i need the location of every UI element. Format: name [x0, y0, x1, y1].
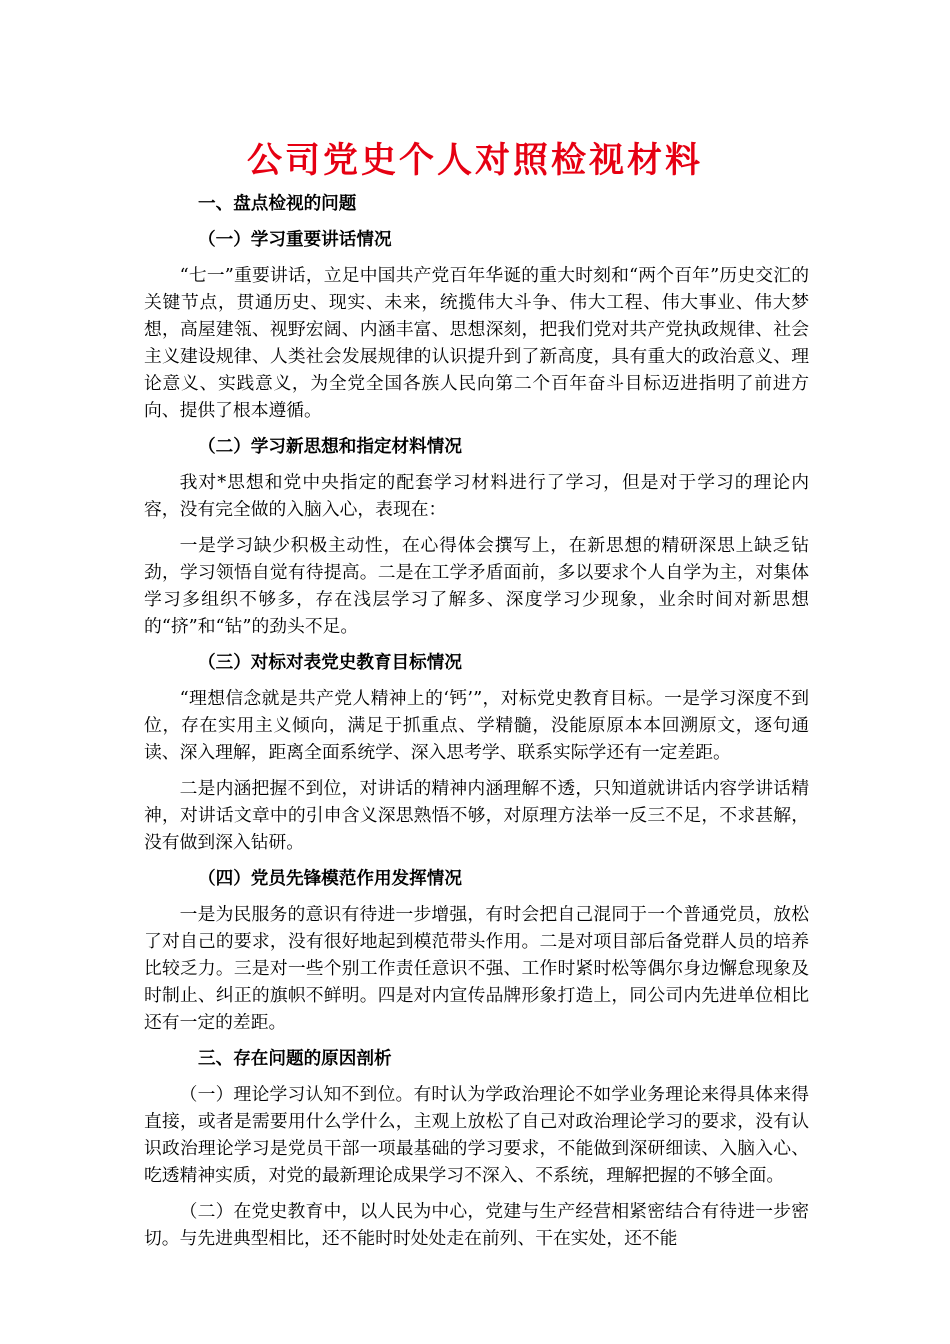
body-paragraph: （二）在党史教育中，以人民为中心，党建与生产经营相紧密结合有待进一步密切。与先进典型相比，还不能时时处处走在前列、干在实处，还不能: [144, 1201, 809, 1249]
body-paragraph: 一是为民服务的意识有待进一步增强，有时会把自己混同于一个普通党员，放松了对自己的要求，没有很好地起到模范带头作用。二是对项目部后备党群人员的培养比较乏力。三是对一些个别工作责任意识不强、工作时紧时松等偶尔身边懈怠现象及时制止、纠正的旗帜不鲜明。四是对内宣传品牌形象打造上，同公司内先进单位相比还有一定的差距。: [144, 904, 809, 1033]
body-paragraph: 二是内涵把握不到位，对讲话的精神内涵理解不透，只知道就讲话内容学讲话精神，对讲话文章中的引申含义深思熟悟不够，对原理方法举一反三不足，不求甚解，没有做到深入钻研。: [144, 778, 809, 853]
subsection-heading: （三）对标对表党史教育目标情况: [198, 652, 462, 673]
body-paragraph: “七一”重要讲话，立足中国共产党百年华诞的重大时刻和“两个百年”历史交汇的关键节点，贯通历史、现实、未来，统揽伟大斗争、伟大工程、伟大事业、伟大梦想，高屋建瓴、视野宏阔、内涵丰富、思想深刻，把我们党对共产党执政规律、社会主义建设规律、人类社会发展规律的认识提升到了新高度，具有重大的政治意义、理论意义、实践意义，为全党全国各族人民向第二个百年奋斗目标迈进指明了前进方向、提供了根本遵循。: [144, 265, 809, 421]
document-body: [144, 190, 809, 1261]
body-paragraph: 我对*思想和党中央指定的配套学习材料进行了学习，但是对于学习的理论内容，没有完全做的入脑入心，表现在：: [144, 472, 809, 520]
section-heading: 三、存在问题的原因剖析: [198, 1048, 392, 1069]
document-title: 公司党史个人对照检视材料: [246, 140, 703, 181]
body-paragraph: “理想信念就是共产党人精神上的‘钙’”，对标党史教育目标。一是学习深度不到位，存在实用主义倾向，满足于抓重点、学精髓，没能原原本本回溯原文，逐句通读、深入理解，距离全面系统学、深入思考学、联系实际学还有一定差距。: [144, 688, 809, 763]
body-paragraph: （一）理论学习认知不到位。有时认为学政治理论不如学业务理论来得具体来得直接，或者是需要用什么学什么，主观上放松了自己对政治理论学习的要求，没有认识政治理论学习是党员干部一项最基础的学习要求，不能做到深研细读、入脑入心、吃透精神实质，对党的最新理论成果学习不深入、不系统，理解把握的不够全面。: [144, 1084, 809, 1186]
body-paragraph: 一是学习缺少积极主动性，在心得体会撰写上，在新思想的精研深思上缺乏钻劲，学习领悟自觉有待提高。二是在工学矛盾面前，多以要求个人自学为主，对集体学习多组织不够多，存在浅层学习了解多、深度学习少现象，业余时间对新思想的“挤”和“钻”的劲头不足。: [144, 535, 809, 637]
section-heading: 一、盘点检视的问题: [198, 193, 357, 214]
subsection-heading: （一）学习重要讲话情况: [198, 229, 392, 250]
subsection-heading: （二）学习新思想和指定材料情况: [198, 436, 462, 457]
subsection-heading: （四）党员先锋模范作用发挥情况: [198, 868, 462, 889]
